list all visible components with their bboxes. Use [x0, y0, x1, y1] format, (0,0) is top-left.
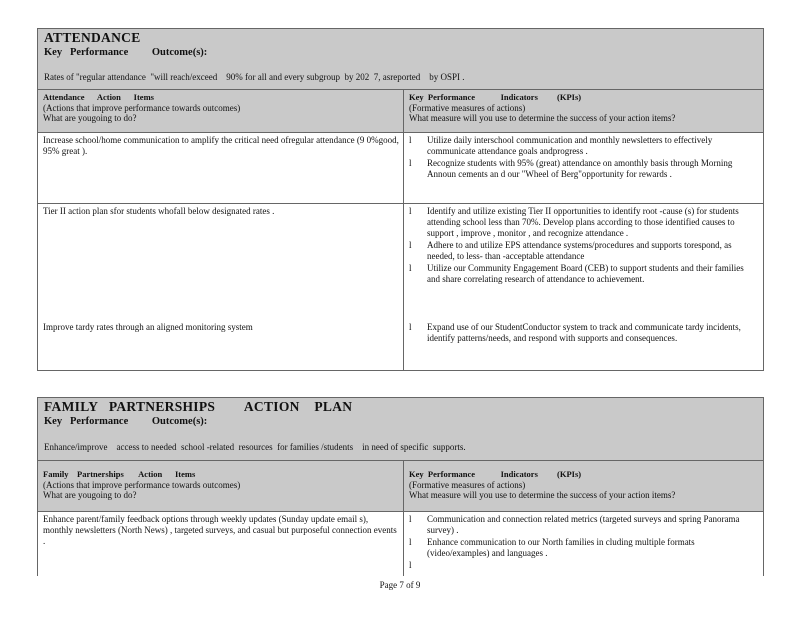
- family-row-1: [38, 512, 763, 576]
- attendance-section: [37, 28, 764, 371]
- action-item: Improve tardy rates through an aligned monitoring system: [43, 322, 253, 332]
- bullet-icon: l: [409, 263, 412, 273]
- kpi-item: l Enhance communication to our North families in cluding multiple formats (video/examples) and languages .: [409, 537, 695, 558]
- attendance-actions-header: Attendance Action Items (Actions that improve performance towards outcomes) What are yougoing to do?: [38, 90, 404, 132]
- attendance-row-1: [38, 133, 763, 204]
- action-item: Increase school/home communication to amplify the critical need ofregular attendance (9 0%good, 95% great ).: [38, 133, 404, 203]
- attendance-outcome: Rates of "regular attendance "will reach/exceed 90% for all and every subgroup by 202 7, asreported by OSPI .: [44, 72, 465, 82]
- family-header: [38, 398, 763, 461]
- attendance-header: [38, 29, 763, 90]
- attendance-kpi-header: Key Performance Indicators (KPIs) (Formative measures of actions) What measure will you use to determine the success of your action items?: [409, 92, 676, 123]
- kpi-list: [409, 322, 757, 345]
- family-kpo-label: Key Performance Outcome(s):: [44, 416, 208, 427]
- bullet-icon: l: [409, 322, 412, 332]
- bullet-icon: l: [409, 240, 412, 250]
- kpi-item: l Identify and utilize existing Tier II opportunities to identify root -cause (s) for students attending school less than 70%. Develop plans according to those identified causes to support , improve , monitor , and recognize attendance .: [409, 206, 739, 238]
- kpi-list: [409, 135, 757, 180]
- family-title: FAMILY PARTNERSHIPS ACTION PLAN: [44, 399, 353, 414]
- attendance-row-2: [38, 204, 763, 371]
- attendance-title: ATTENDANCE: [44, 30, 141, 45]
- kpi-item: l Utilize our Community Engagement Board (CEB) to support students and their families and share correlating research of attendance to achievement.: [409, 263, 744, 284]
- page-number: Page 7 of 9: [379, 580, 421, 590]
- kpi-list: [409, 514, 757, 570]
- kpi-item: l Communication and connection related metrics (targeted surveys and spring Panorama survey) .: [409, 514, 740, 535]
- kpi-item: l Adhere to and utilize EPS attendance systems/procedures and supports torespond, as needed, to less- than -acceptable attendance: [409, 240, 732, 261]
- action-item: Tier II action plan sfor students whofall below designated rates .: [43, 206, 275, 216]
- family-actions-header: Family Partnerships Action Items (Actions that improve performance towards outcomes) What are yougoing to do?: [38, 461, 404, 511]
- family-partnerships-section: [37, 397, 764, 576]
- kpi-item: l Recognize students with 95% (great) attendance on amonthly basis through Morning Announ cements an d our "Wheel of Berg"opportunity for rewards .: [409, 158, 733, 179]
- bullet-icon: l: [409, 135, 412, 145]
- bullet-icon: l: [409, 206, 412, 216]
- bullet-icon: l: [409, 158, 412, 168]
- kpi-item: l Utilize daily interschool communication and monthly newsletters to effectively communicate attendance goals andprogress .: [409, 135, 713, 156]
- family-kpi-header: Key Performance Indicators (KPIs) (Formative measures of actions) What measure will you use to determine the success of your action items?: [409, 469, 676, 500]
- action-item: Enhance parent/family feedback options through weekly updates (Sunday update email s), monthly newsletters (North News) , targeted surveys, and casual but purposeful connection events .: [38, 512, 404, 576]
- bullet-icon: l: [409, 514, 412, 524]
- attendance-column-headers: [38, 90, 763, 133]
- family-column-headers: [38, 461, 763, 512]
- kpi-item: l Expand use of our StudentConductor system to track and communicate tardy incidents, identify patterns/needs, and respond with supports and consequences.: [409, 322, 741, 343]
- attendance-kpo-label: Key Performance Outcome(s):: [44, 47, 208, 58]
- bullet-icon: l: [409, 560, 412, 570]
- kpi-list: [409, 206, 757, 285]
- family-outcome: Enhance/improve access to needed school -related resources for families /students in need of specific supports.: [44, 442, 466, 452]
- bullet-icon: l: [409, 537, 412, 547]
